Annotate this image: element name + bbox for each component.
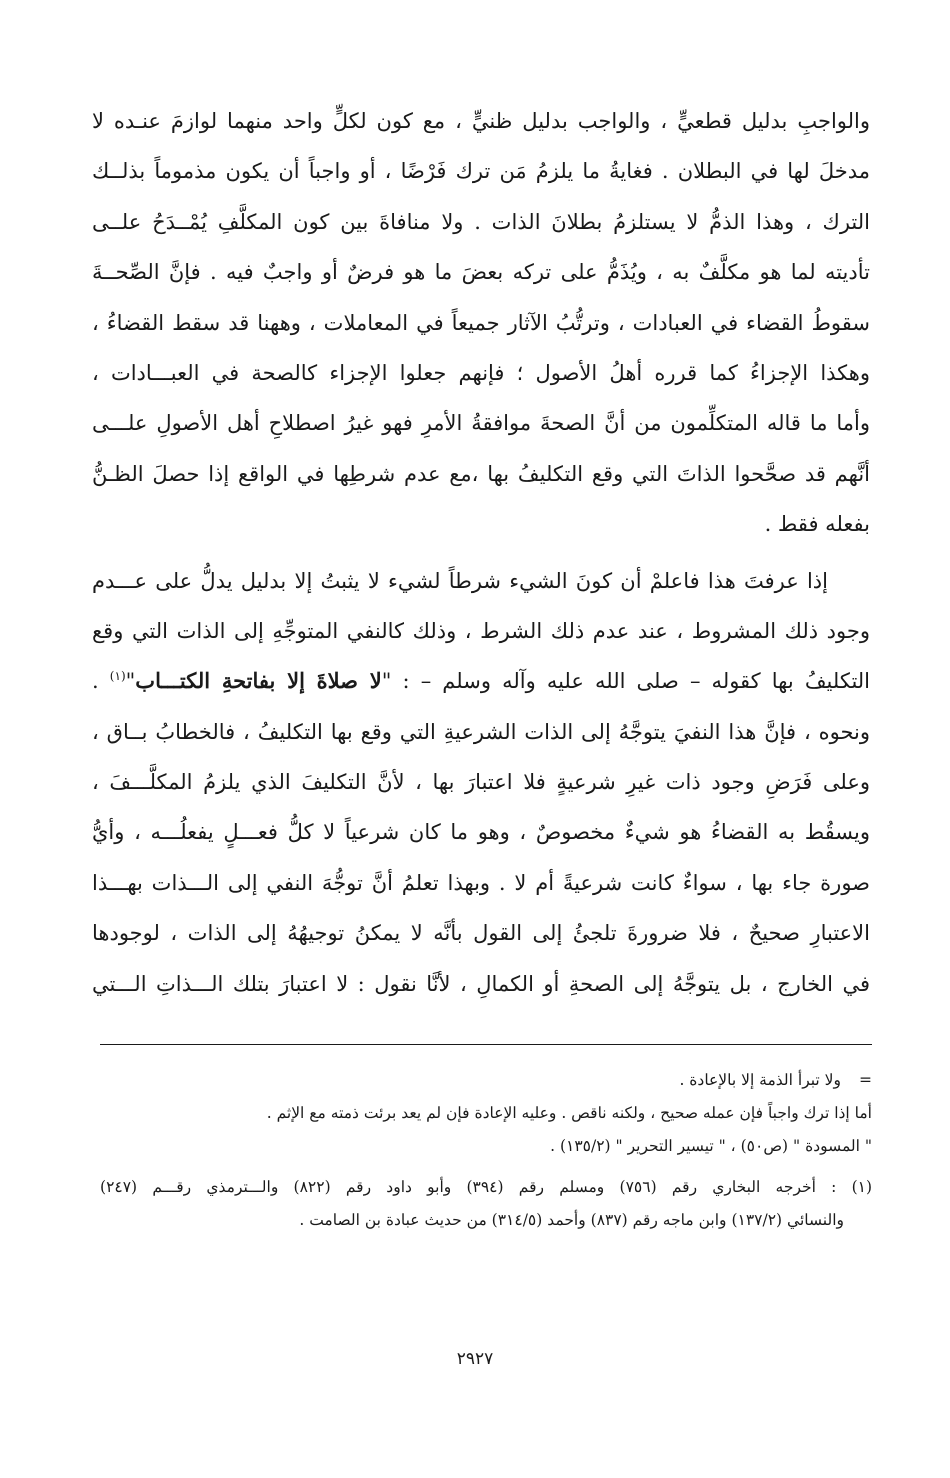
text-line: ويسقُط به القضاءُ هو شيءٌ مخصوصٌ ، وهو ما كان شرعياً لا كلُّ فعـــلٍ يفعلُـــه ، وأيُّ — [92, 820, 870, 845]
text-line: ونحوه ، فإنَّ هذا النفيَ يتوجَّهُ إلى الذات الشرعيةِ التي وقع بها التكليفُ ، فالخطابُ بــاق ، — [92, 719, 870, 744]
text-line: وأما ما قاله المتكلِّمون من أنَّ الصحةَ موافقةُ الأمرِ فهو غيرُ اصطلاحِ أهل الأصولِ علـــى — [92, 411, 870, 436]
text-line: وجود ذلك المشروط ، عند عدم ذلك الشرط ، وذلك كالنفي المتوجِّهِ إلى الذات التي وقع — [92, 618, 870, 643]
text-line: الاعتبارِ صحيحٌ ، فلا ضرورةَ تلجئُ إلى القول بأنَّه لا يمكنُ توجيهُهُ إلى الذات ، لوجودها — [92, 921, 870, 946]
text-line: إذا عرفتَ هذا فاعلمْ أن كونَ الشيء شرطاً لشيء لا يثبتُ إلا بدليل يدلُّ على عـــدم — [92, 568, 828, 593]
footnote-reference: (١) — [109, 669, 126, 684]
text-line: أنَّهم قد صحَّحوا الذاتَ التي وقع التكليفُ بها ،مع عدم شرطِها في الواقع إذا حصلَ الظـنُّ — [92, 461, 870, 486]
text-fragment: . — [92, 669, 110, 694]
text-line: مدخلَ لها في البطلان . فغايةُ ما يلزمُ مَن ترك فَرْضًا ، أو واجباً أن يكون مذموماً بذلــك — [92, 159, 870, 184]
text-line: والواجبِ بدليل قطعيٍّ ، والواجب بدليل ظنيٍّ ، مع كون لكلٍّ واحد منهما لوازمَ عنـده لا — [92, 109, 870, 133]
footnote-1-line: (١) : أخرجه البخاري رقم (٧٥٦) ومسلم رقم (٣٩٤) وأبو داود رقم (٨٢٢) والـــترمذي رقـــم (٢٤٧) — [100, 1178, 872, 1196]
main-text — [92, 96, 870, 1009]
footnote-text: ولا تبرأ الذمة إلا بالإعادة . — [679, 1071, 841, 1089]
footnotes — [100, 1064, 872, 1237]
continuation-mark: = — [859, 1071, 872, 1089]
text-line: تأديته لما هو مكلَّفٌ به ، ويُذَمُّ على تركه بعضَ ما هو فرضٌ أو واجبٌ فيه . فإنَّ الصِّحــةَ — [92, 260, 870, 285]
paragraph-1 — [92, 96, 870, 550]
hadith-quote: لا صلاةَ إلا بفاتحةِ الكتـــاب — [135, 668, 382, 694]
footnote-divider — [100, 1044, 872, 1045]
footnote-line — [100, 1064, 872, 1097]
text-fragment: " — [125, 669, 136, 694]
text-line: الترك ، وهذا الذمُّ لا يستلزمُ بطلانَ الذات . ولا منافاةَ بين كون المكلَّفِ يُمْــدَحُ علــى — [92, 209, 870, 234]
paragraph-2 — [92, 556, 870, 1010]
text-line: بفعله فقط . — [764, 512, 870, 537]
page-number: ٢٩٢٧ — [456, 1349, 494, 1369]
text-line: وهكذا الإجزاءُ كما قرره أهلُ الأصول ؛ فإنهم جعلوا الإجزاء كالصحة في العبـــادات ، — [92, 360, 870, 385]
footnote-line: " المسودة " (ص٥٠) ، " تيسير التحرير " (١٣٥/٢) . — [550, 1137, 872, 1155]
footnote-line: أما إذا ترك واجباً فإن عمله صحيح ، ولكنه ناقص . وعليه الإعادة فإن لم يعد برئت ذمته مع الإثم . — [266, 1104, 872, 1122]
text-line: سقوطُ القضاء في العبادات ، وترتُّبُ الآثار جميعاً في المعاملات ، وههنا قد سقط القضاءُ ، — [92, 310, 870, 335]
text-fragment: التكليفُ بها كقوله – صلى الله عليه وآله وسلم – : " — [381, 669, 870, 694]
text-line: في الخارج ، بل يتوجَّهُ إلى الصحةِ أو الكمالِ ، لأنَّا نقول : لا اعتبارَ بتلك الـــذاتِ الـــتي — [92, 971, 870, 996]
text-line: صورة جاء بها ، سواءٌ كانت شرعيةً أم لا . وبهذا تعلمُ أنَّ توجُّهَ النفي إلى الـــذات بهـــذا — [92, 870, 870, 895]
text-line: وعلى فَرَضِ وجود ذات غيرِ شرعيةٍ فلا اعتبارَ بها ، لأنَّ التكليفَ الذي يلزمُ المكلَّـــفَ ، — [92, 770, 870, 795]
text-line-with-quote — [92, 656, 870, 706]
footnote-1-line: والنسائي (١٣٧/٢) وابن ماجه رقم (٨٣٧) وأحمد (٣١٤/٥) من حديث عبادة بن الصامت . — [299, 1211, 844, 1229]
